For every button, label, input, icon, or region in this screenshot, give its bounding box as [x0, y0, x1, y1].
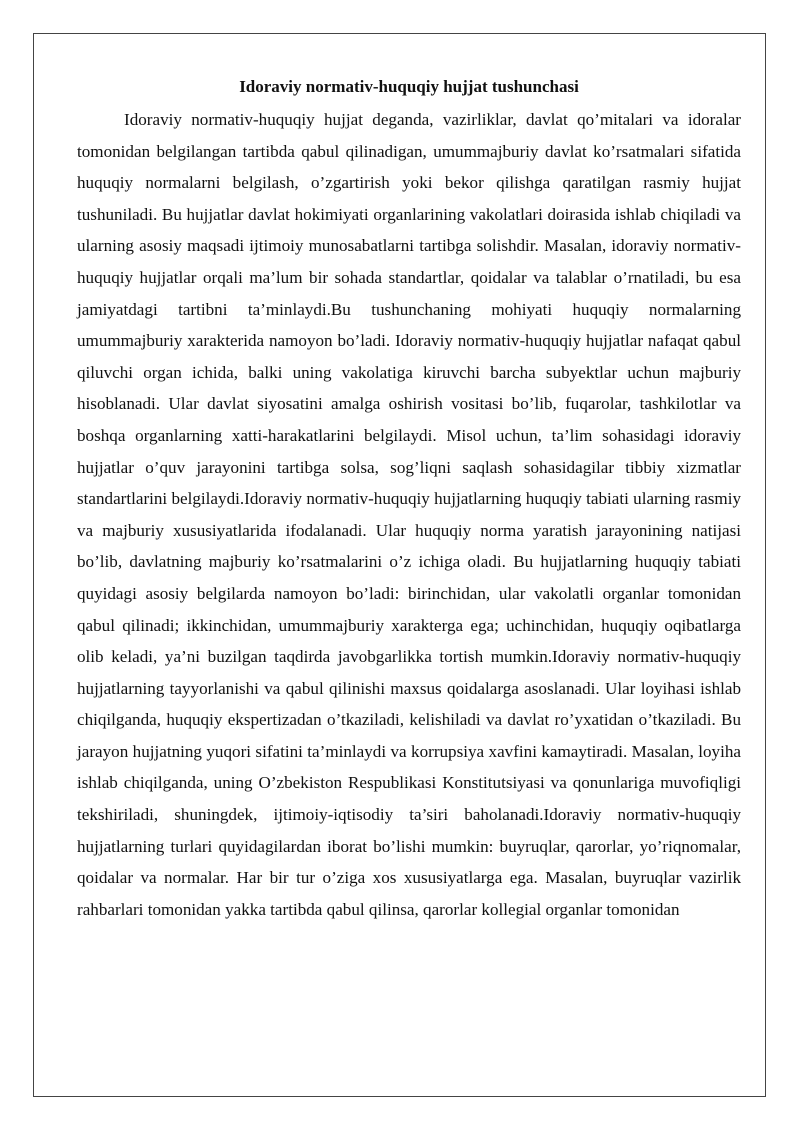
document-content [77, 74, 741, 925]
document-paragraph: Idoraviy normativ-huquqiy hujjat deganda, vazirliklar, davlat qo’mitalari va idoralar tomonidan belgilangan tartibda qabul qilinadigan, umummajburiy davlat ko’rsatmalari sifatida huquqiy normalarni belgilash, o’zgartirish yoki bekor qilishga qaratilgan rasmiy hujjat tushuniladi. Bu hujjatlar davlat hokimiyati organlarining vakolatlari doirasida ishlab chiqiladi va ularning asosiy maqsadi ijtimoiy munosabatlarni tartibga solishdir. Masalan, idoraviy normativ-huquqiy hujjatlar orqali ma’lum bir sohada standartlar, qoidalar va talablar o’rnatiladi, bu esa jamiyatdagi tartibni ta’minlaydi.Bu tushunchaning mohiyati huquqiy normalarning umummajburiy xarakterida namoyon bo’ladi. Idoraviy normativ-huquqiy hujjatlar nafaqat qabul qiluvchi organ ichida, balki uning vakolatiga kiruvchi barcha subyektlar uchun majburiy hisoblanadi. Ular davlat siyosatini amalga oshirish vositasi bo’lib, fuqarolar, tashkilotlar va boshqa organlarning xatti-harakatlarini belgilaydi. Misol uchun, ta’lim sohasidagi idoraviy hujjatlar o’quv jarayonini tartibga solsa, sog’liqni saqlash sohasidagilar tibbiy xizmatlar standartlarini belgilaydi.Idoraviy normativ-huquqiy hujjatlarning huquqiy tabiati ularning rasmiy va majburiy xususiyatlarida ifodalanadi. Ular huquqiy norma yaratish jarayonining natijasi bo’lib, davlatning majburiy ko’rsatmalarini o’z ichiga oladi. Bu hujjatlarning huquqiy tabiati quyidagi asosiy belgilarda namoyon bo’ladi: birinchidan, ular vakolatli organlar tomonidan qabul qilinadi; ikkinchidan, umummajburiy xarakterga ega; uchinchidan, huquqiy oqibatlarga olib keladi, ya’ni buzilgan taqdirda javobgarlikka tortish mumkin.Idoraviy normativ-huquqiy hujjatlarning tayyorlanishi va qabul qilinishi maxsus qoidalarga asoslanadi. Ular loyihasi ishlab chiqilganda, huquqiy ekspertizadan o’tkaziladi, kelishiladi va davlat ro’yxatidan o’tkaziladi. Bu jarayon hujjatning yuqori sifatini ta’minlaydi va korrupsiya xavfini kamaytiradi. Masalan, loyiha ishlab chiqilganda, uning O’zbekiston Respublikasi Konstitutsiyasi va qonunlariga muvofiqligi tekshiriladi, shuningdek, ijtimoiy-iqtisodiy ta’siri baholanadi.Idoraviy normativ-huquqiy hujjatlarning turlari quyidagilardan iborat bo’lishi mumkin: buyruqlar, qarorlar, yo’riqnomalar, qoidalar va normalar. Har bir tur o’ziga xos xususiyatlarga ega. Masalan, buyruqlar vazirlik rahbarlari tomonidan yakka tartibda qabul qilinsa, qarorlar kollegial organlar tomonidan [77, 110, 741, 919]
document-title: Idoraviy normativ-huquqiy hujjat tushunchasi [239, 77, 579, 96]
